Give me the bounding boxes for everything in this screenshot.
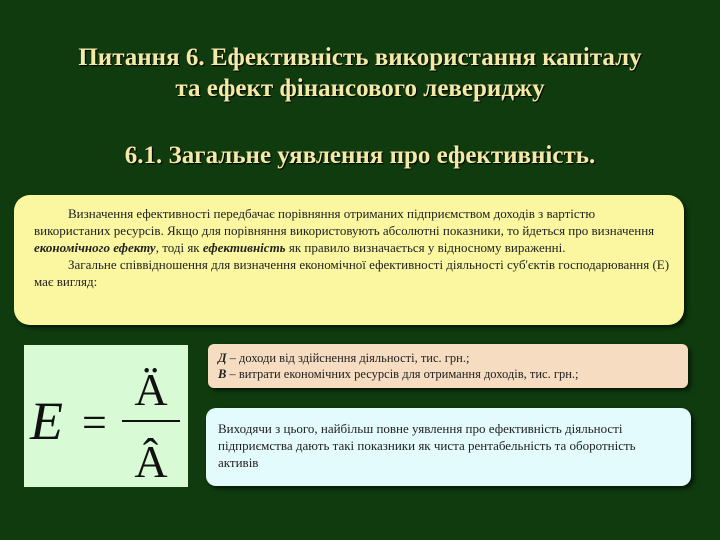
definition-text-a: Визначення ефективності передбачає порівняння отриманих підприємством доходів з вартістю використаних ресурсів. Якщо для порівняння використовують абсолютні показники, то йдеться про визначення	[34, 206, 655, 238]
definition-text-b: , тоді як	[155, 240, 203, 255]
formula-numerator: Ä	[134, 364, 168, 415]
term-efficiency: ефективність	[202, 240, 286, 255]
definition-paragraph-2: Загальне співвідношення для визначення економічної ефективності діяльності суб'єктів господарювання (Е) має вигляд:	[34, 257, 670, 289]
formula-box	[24, 345, 188, 487]
definition-box	[14, 195, 684, 325]
definition-paragraph-1	[34, 205, 672, 256]
formula-denominator: Â	[134, 436, 168, 487]
conclusion-box	[206, 408, 691, 486]
definition-text-c: як правило визначається у відносному вираженні.	[285, 240, 566, 255]
formula-equals: =	[82, 398, 107, 447]
legend-line-income	[218, 350, 678, 366]
section-heading: 6.1. Загальне уявлення про ефективність.	[124, 142, 596, 169]
efficiency-formula	[24, 345, 188, 487]
slide-title	[20, 42, 700, 104]
slide-title-line1: Питання 6. Ефективність використання капіталу	[78, 44, 642, 71]
legend-income-text: – доходи від здійснення діяльності, тис. грн.;	[226, 351, 470, 365]
symbol-d: Д	[218, 351, 227, 365]
formula-lhs: E	[30, 391, 63, 451]
legend-line-costs	[218, 366, 678, 382]
slide-title-line2: та ефект фінансового левериджу	[175, 75, 545, 102]
conclusion-text: Виходячи з цього, найбільш повне уявлення про ефективність діяльності підприємства дають такі показники як чиста рентабельність та оборотність активів	[218, 421, 636, 470]
symbol-v: В	[218, 367, 227, 381]
legend-box	[208, 344, 688, 388]
legend-costs-text: – витрати економічних ресурсів для отримання доходів, тис. грн.;	[226, 367, 579, 381]
term-economic-effect: економічного ефекту	[34, 240, 156, 255]
